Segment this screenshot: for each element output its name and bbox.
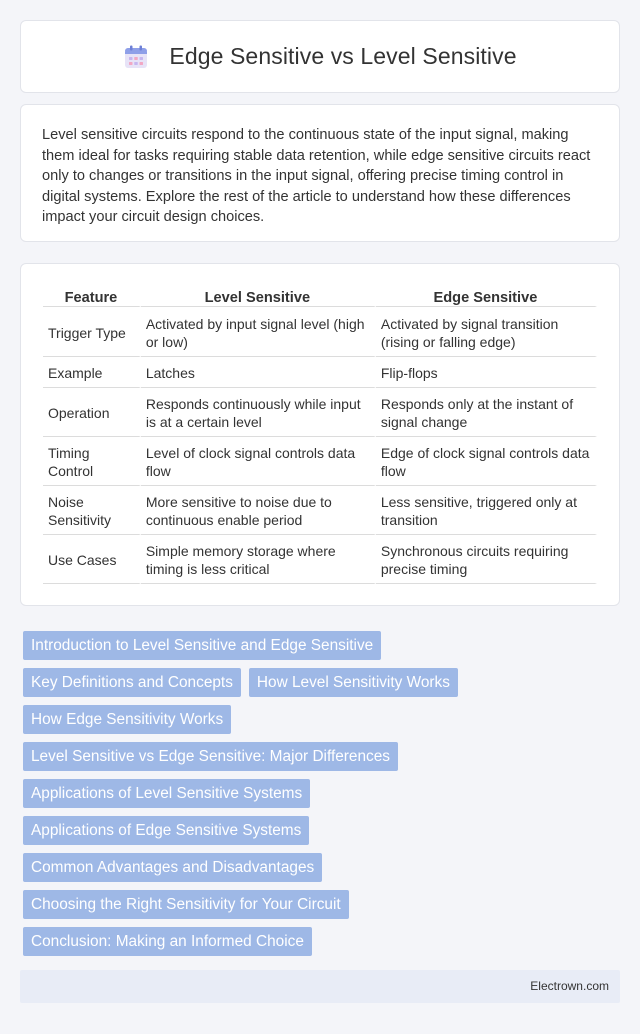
page-title: Edge Sensitive vs Level Sensitive	[169, 43, 517, 69]
section-link-conclusion[interactable]: Conclusion: Making an Informed Choice	[23, 927, 312, 956]
table-row	[43, 357, 597, 388]
column-header-edge-sensitive: Edge Sensitive	[376, 287, 597, 307]
calendar-grid-icon	[123, 44, 149, 70]
intro-paragraph: Level sensitive circuits respond to the continuous state of the input signal, making them ideal for tasks requiring stable data retention, while edge sensitive circuits react only to changes or transitions in the input signal, offering precise timing control in digital systems. Explore the rest of the article to understand how these differences impact your circuit design choices.	[42, 127, 591, 225]
link-row	[23, 631, 613, 660]
column-header-feature: Feature	[43, 287, 141, 307]
edge-sensitive-cell: Responds only at the instant of signal change	[376, 388, 597, 437]
section-link-key-definitions[interactable]: Key Definitions and Concepts	[23, 668, 241, 697]
level-sensitive-cell: Responds continuously while input is at a certain level	[141, 388, 376, 437]
link-row	[23, 927, 613, 956]
table-row	[43, 535, 597, 584]
level-sensitive-cell: Activated by input signal level (high or low)	[141, 307, 376, 357]
feature-cell: Noise Sensitivity	[43, 486, 141, 535]
table-row	[43, 437, 597, 486]
edge-sensitive-cell: Synchronous circuits requiring precise timing	[376, 535, 597, 584]
level-sensitive-cell: Latches	[141, 357, 376, 388]
table-row	[43, 307, 597, 357]
feature-cell: Trigger Type	[43, 307, 141, 357]
link-row	[23, 816, 613, 845]
section-link-edge-sensitive-applications[interactable]: Applications of Edge Sensitive Systems	[23, 816, 309, 845]
feature-cell: Use Cases	[43, 535, 141, 584]
feature-cell: Example	[43, 357, 141, 388]
footer	[20, 970, 620, 1003]
section-link-introduction[interactable]: Introduction to Level Sensitive and Edge Sensitive	[23, 631, 381, 660]
section-link-level-sensitive-applications[interactable]: Applications of Level Sensitive Systems	[23, 779, 310, 808]
table-header-row	[43, 287, 597, 307]
section-link-choosing-sensitivity[interactable]: Choosing the Right Sensitivity for Your Circuit	[23, 890, 349, 919]
link-row	[23, 742, 613, 771]
edge-sensitive-cell: Flip-flops	[376, 357, 597, 388]
header-card	[20, 20, 620, 93]
comparison-table	[43, 287, 597, 584]
table-row	[43, 486, 597, 535]
link-row	[23, 890, 613, 919]
header-inner	[123, 43, 516, 70]
link-row	[23, 705, 613, 734]
section-link-major-differences[interactable]: Level Sensitive vs Edge Sensitive: Major Differences	[23, 742, 398, 771]
level-sensitive-cell: Simple memory storage where timing is less critical	[141, 535, 376, 584]
footer-site-name: Electrown.com	[530, 979, 609, 993]
section-link-how-edge-sensitivity-works[interactable]: How Edge Sensitivity Works	[23, 705, 231, 734]
edge-sensitive-cell: Activated by signal transition (rising or falling edge)	[376, 307, 597, 357]
link-row	[23, 853, 613, 882]
section-link-advantages-disadvantages[interactable]: Common Advantages and Disadvantages	[23, 853, 322, 882]
article-sections-nav	[23, 631, 613, 964]
level-sensitive-cell: Level of clock signal controls data flow	[141, 437, 376, 486]
comparison-table-card	[20, 263, 620, 606]
intro-card	[20, 104, 620, 242]
section-link-how-level-sensitivity-works[interactable]: How Level Sensitivity Works	[249, 668, 458, 697]
table-row	[43, 388, 597, 437]
link-row	[23, 668, 613, 697]
column-header-level-sensitive: Level Sensitive	[141, 287, 376, 307]
level-sensitive-cell: More sensitive to noise due to continuous enable period	[141, 486, 376, 535]
edge-sensitive-cell: Edge of clock signal controls data flow	[376, 437, 597, 486]
edge-sensitive-cell: Less sensitive, triggered only at transition	[376, 486, 597, 535]
link-row	[23, 779, 613, 808]
feature-cell: Timing Control	[43, 437, 141, 486]
feature-cell: Operation	[43, 388, 141, 437]
